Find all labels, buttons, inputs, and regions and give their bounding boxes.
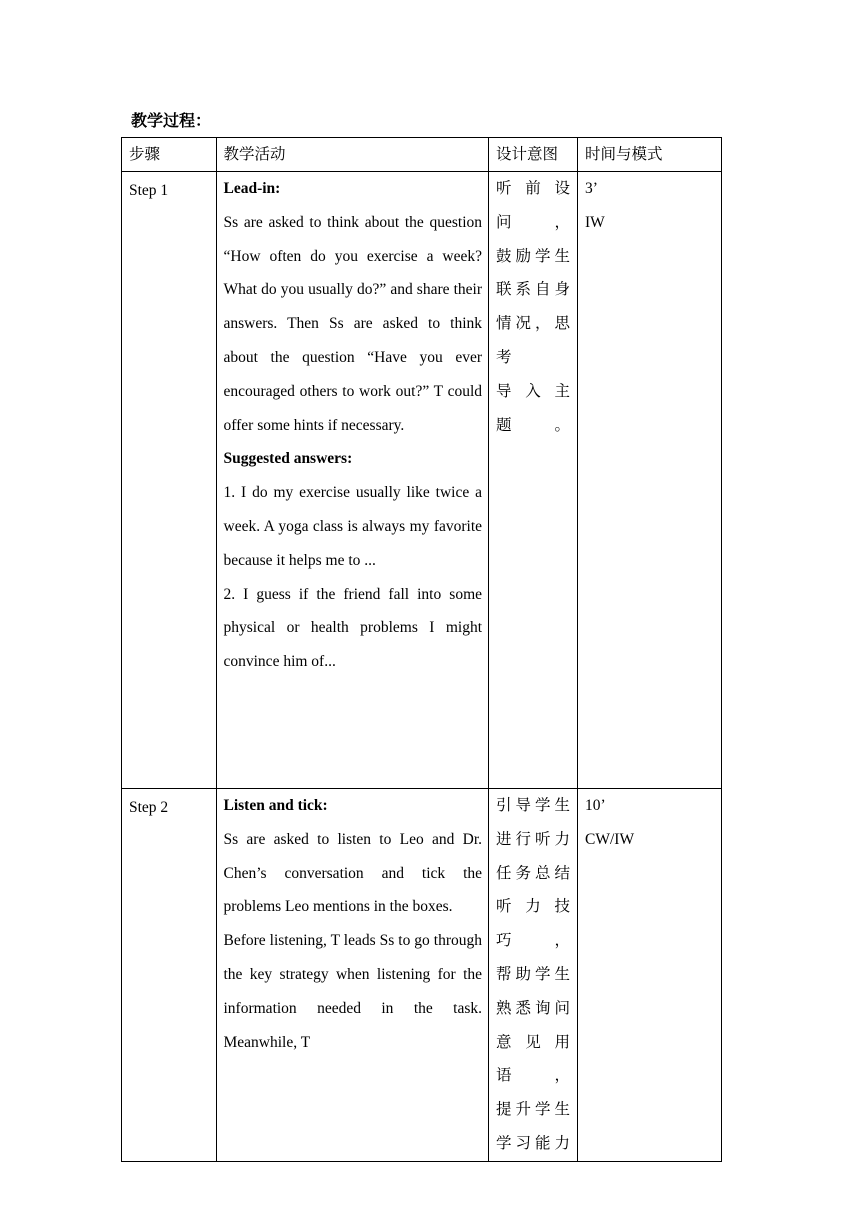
intent-line: 任务总结 xyxy=(496,863,572,882)
header-time-mode: 时间与模式 xyxy=(578,138,722,172)
activity-cell xyxy=(216,172,489,789)
header-intent: 设计意图 xyxy=(489,138,578,172)
intent-line: 帮助学生 xyxy=(496,964,572,983)
time-mode-cell xyxy=(578,789,722,1162)
intent-line: 进行听力 xyxy=(496,829,572,848)
intent-cell xyxy=(489,172,578,789)
intent-line: 导入主题。 xyxy=(496,381,572,434)
intent-line: 意见用语， xyxy=(496,1032,572,1085)
time-value: 10’ xyxy=(585,797,606,814)
intent-cell xyxy=(489,789,578,1162)
intent-line: 听前设问， xyxy=(496,179,572,231)
activity-title: Listen and tick: xyxy=(223,797,328,814)
activity-paragraph: 2. I guess if the friend fall into some physical or health problems I might convince him of... xyxy=(223,585,483,671)
mode-value: CW/IW xyxy=(585,830,635,848)
header-step: 步骤 xyxy=(122,138,217,172)
table-row xyxy=(122,789,722,1162)
activity-paragraph: Ss are asked to think about the question “How often do you exercise a week? What do you usually do?” and share their answers. Then Ss are asked to think about the question “Have you ever encouraged others to work out?” T could offer some hints if necessary. xyxy=(223,213,483,434)
table-row xyxy=(122,172,722,789)
intent-line: 鼓励学生 xyxy=(496,246,572,265)
intent-line: 听力技巧， xyxy=(496,897,572,950)
activity-cell xyxy=(216,789,489,1162)
activity-paragraph: Ss are asked to listen to Leo and Dr. Chen’s conversation and tick the problems Leo mentions in the boxes. xyxy=(223,830,483,916)
intent-line: 熟悉询问 xyxy=(496,998,572,1017)
header-activity: 教学活动 xyxy=(216,138,489,172)
section-heading: 教学过程： xyxy=(131,111,212,130)
activity-title: Lead-in: xyxy=(223,180,281,197)
intent-line: 情况，思考 xyxy=(496,314,572,366)
intent-line: 联系自身 xyxy=(496,280,572,299)
intent-line: 提升学生 xyxy=(496,1100,572,1119)
intent-line: 引导学生 xyxy=(496,796,572,814)
activity-subtitle: Suggested answers: xyxy=(223,450,353,468)
table-header-row xyxy=(122,138,722,172)
mode-value: IW xyxy=(585,213,605,231)
step-cell: Step 1 xyxy=(122,172,217,789)
step-cell: Step 2 xyxy=(122,789,217,1162)
activity-paragraph: 1. I do my exercise usually like twice a week. A yoga class is always my favorite because it helps me to ... xyxy=(223,484,483,569)
lesson-plan-table xyxy=(121,137,722,1162)
activity-paragraph: Before listening, T leads Ss to go through the key strategy when listening for the information needed in the task. Meanwhile, T xyxy=(223,932,483,1051)
time-mode-cell xyxy=(578,172,722,789)
intent-line: 学习能力 xyxy=(496,1133,572,1152)
time-value: 3’ xyxy=(585,180,598,197)
